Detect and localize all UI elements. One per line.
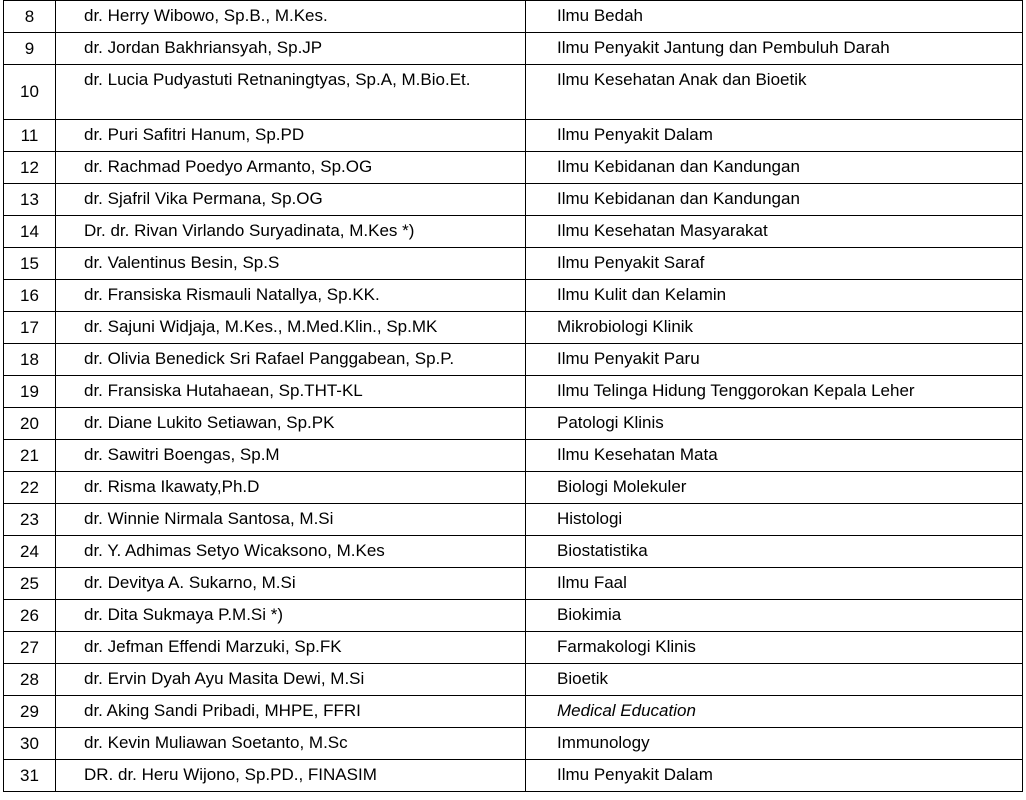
department: Biostatistika (526, 536, 1023, 568)
department: Biokimia (526, 600, 1023, 632)
row-number: 14 (4, 216, 56, 248)
table-row (4, 33, 1023, 65)
table-row (4, 600, 1023, 632)
table-row (4, 440, 1023, 472)
lecturer-name: dr. Ervin Dyah Ayu Masita Dewi, M.Si (56, 664, 526, 696)
row-number: 21 (4, 440, 56, 472)
lecturer-name: dr. Kevin Muliawan Soetanto, M.Sc (56, 728, 526, 760)
lecturer-name: dr. Rachmad Poedyo Armanto, Sp.OG (56, 152, 526, 184)
department: Ilmu Faal (526, 568, 1023, 600)
lecturer-name: dr. Sawitri Boengas, Sp.M (56, 440, 526, 472)
table-row (4, 632, 1023, 664)
lecturer-name: dr. Olivia Benedick Sri Rafael Panggabean, Sp.P. (56, 344, 526, 376)
row-number: 18 (4, 344, 56, 376)
department: Ilmu Penyakit Dalam (526, 120, 1023, 152)
lecturer-name: Dr. dr. Rivan Virlando Suryadinata, M.Kes *) (56, 216, 526, 248)
department: Patologi Klinis (526, 408, 1023, 440)
lecturer-name: dr. Jefman Effendi Marzuki, Sp.FK (56, 632, 526, 664)
department: Ilmu Penyakit Dalam (526, 760, 1023, 792)
table-row (4, 184, 1023, 216)
lecturer-name: dr. Dita Sukmaya P.M.Si *) (56, 600, 526, 632)
row-number: 19 (4, 376, 56, 408)
department: Ilmu Penyakit Paru (526, 344, 1023, 376)
table-row (4, 568, 1023, 600)
table-row (4, 65, 1023, 120)
lecturer-name: dr. Winnie Nirmala Santosa, M.Si (56, 504, 526, 536)
department: Ilmu Kesehatan Anak dan Bioetik (526, 65, 1023, 120)
row-number: 30 (4, 728, 56, 760)
department: Ilmu Kesehatan Masyarakat (526, 216, 1023, 248)
table-row (4, 472, 1023, 504)
department: Immunology (526, 728, 1023, 760)
row-number: 29 (4, 696, 56, 728)
lecturer-name: dr. Sajuni Widjaja, M.Kes., M.Med.Klin., Sp.MK (56, 312, 526, 344)
table-row (4, 376, 1023, 408)
lecturer-table (3, 0, 1023, 792)
department: Ilmu Telinga Hidung Tenggorokan Kepala Leher (526, 376, 1023, 408)
row-number: 31 (4, 760, 56, 792)
lecturer-name: dr. Fransiska Hutahaean, Sp.THT-KL (56, 376, 526, 408)
row-number: 9 (4, 33, 56, 65)
row-number: 8 (4, 1, 56, 33)
lecturer-name: dr. Aking Sandi Pribadi, MHPE, FFRI (56, 696, 526, 728)
lecturer-name: dr. Fransiska Rismauli Natallya, Sp.KK. (56, 280, 526, 312)
lecturer-name: DR. dr. Heru Wijono, Sp.PD., FINASIM (56, 760, 526, 792)
row-number: 25 (4, 568, 56, 600)
department: Ilmu Penyakit Jantung dan Pembuluh Darah (526, 33, 1023, 65)
department: Medical Education (526, 696, 1023, 728)
row-number: 28 (4, 664, 56, 696)
row-number: 15 (4, 248, 56, 280)
row-number: 10 (4, 65, 56, 120)
department: Ilmu Bedah (526, 1, 1023, 33)
table-row (4, 280, 1023, 312)
department: Farmakologi Klinis (526, 632, 1023, 664)
lecturer-name: dr. Valentinus Besin, Sp.S (56, 248, 526, 280)
table-row (4, 152, 1023, 184)
lecturer-name: dr. Lucia Pudyastuti Retnaningtyas, Sp.A, M.Bio.Et. (56, 65, 526, 120)
lecturer-name: dr. Devitya A. Sukarno, M.Si (56, 568, 526, 600)
row-number: 20 (4, 408, 56, 440)
table-row (4, 312, 1023, 344)
lecturer-table-body (4, 1, 1023, 792)
lecturer-name: dr. Sjafril Vika Permana, Sp.OG (56, 184, 526, 216)
row-number: 22 (4, 472, 56, 504)
lecturer-name: dr. Y. Adhimas Setyo Wicaksono, M.Kes (56, 536, 526, 568)
department: Ilmu Kebidanan dan Kandungan (526, 152, 1023, 184)
row-number: 23 (4, 504, 56, 536)
department: Ilmu Penyakit Saraf (526, 248, 1023, 280)
table-row (4, 696, 1023, 728)
table-row (4, 1, 1023, 33)
department: Ilmu Kulit dan Kelamin (526, 280, 1023, 312)
table-row (4, 728, 1023, 760)
table-row (4, 760, 1023, 792)
table-row (4, 408, 1023, 440)
table-row (4, 536, 1023, 568)
table-row (4, 120, 1023, 152)
row-number: 13 (4, 184, 56, 216)
table-row (4, 504, 1023, 536)
department: Ilmu Kebidanan dan Kandungan (526, 184, 1023, 216)
department: Mikrobiologi Klinik (526, 312, 1023, 344)
row-number: 24 (4, 536, 56, 568)
table-row (4, 344, 1023, 376)
lecturer-name: dr. Diane Lukito Setiawan, Sp.PK (56, 408, 526, 440)
department: Bioetik (526, 664, 1023, 696)
lecturer-name: dr. Herry Wibowo, Sp.B., M.Kes. (56, 1, 526, 33)
lecturer-name: dr. Risma Ikawaty,Ph.D (56, 472, 526, 504)
row-number: 11 (4, 120, 56, 152)
row-number: 27 (4, 632, 56, 664)
row-number: 16 (4, 280, 56, 312)
lecturer-name: dr. Jordan Bakhriansyah, Sp.JP (56, 33, 526, 65)
department: Biologi Molekuler (526, 472, 1023, 504)
table-row (4, 248, 1023, 280)
lecturer-name: dr. Puri Safitri Hanum, Sp.PD (56, 120, 526, 152)
table-row (4, 216, 1023, 248)
row-number: 17 (4, 312, 56, 344)
row-number: 12 (4, 152, 56, 184)
department: Histologi (526, 504, 1023, 536)
table-row (4, 664, 1023, 696)
row-number: 26 (4, 600, 56, 632)
department: Ilmu Kesehatan Mata (526, 440, 1023, 472)
